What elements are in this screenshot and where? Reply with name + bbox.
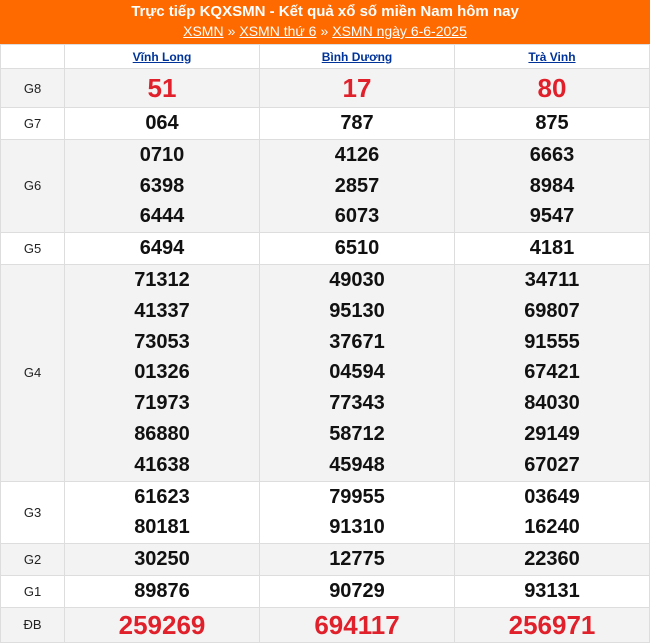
prize-cell — [455, 233, 650, 265]
prize-cell — [455, 607, 650, 642]
prize-cell — [65, 108, 260, 140]
prize-cell — [260, 481, 455, 544]
prize-cell — [455, 544, 650, 576]
prize-number: 41337 — [134, 299, 190, 322]
prize-number: 34711 — [524, 268, 580, 291]
prize-number: 6444 — [139, 205, 185, 228]
prize-number: 71312 — [134, 268, 190, 291]
prize-number: 30250 — [134, 548, 190, 571]
prize-number: 51 — [147, 73, 177, 103]
prize-number: 41638 — [134, 453, 190, 476]
prize-label: G8 — [1, 69, 65, 108]
prize-number: 93131 — [524, 579, 580, 602]
prize-row-đb — [1, 607, 650, 642]
prize-number: 61623 — [134, 485, 190, 508]
breadcrumb — [0, 22, 650, 40]
results-table — [0, 44, 650, 643]
prize-cell — [455, 575, 650, 607]
prize-number: 67421 — [524, 361, 580, 384]
prize-number: 4181 — [529, 237, 575, 260]
prize-cell — [455, 69, 650, 108]
prize-number: 03649 — [524, 485, 580, 508]
province-link-binh-duong[interactable]: Bình Dương — [321, 49, 393, 64]
province-header — [260, 45, 455, 69]
prize-number: 22360 — [524, 548, 580, 571]
prize-label: G4 — [1, 264, 65, 481]
prize-number: 6398 — [139, 174, 185, 197]
prize-cell — [65, 233, 260, 265]
prize-number: 37671 — [329, 330, 385, 353]
prize-number: 80 — [537, 73, 567, 103]
prize-number: 4126 — [334, 143, 380, 166]
prize-number: 29149 — [524, 422, 580, 445]
prize-number: 9547 — [529, 205, 575, 228]
prize-row-g1 — [1, 575, 650, 607]
prize-cell — [260, 108, 455, 140]
prize-number: 90729 — [329, 579, 385, 602]
prize-label: G2 — [1, 544, 65, 576]
province-link-tra-vinh[interactable]: Trà Vinh — [528, 49, 576, 64]
prize-number: 58712 — [329, 422, 385, 445]
prize-cell — [65, 544, 260, 576]
prize-label: ĐB — [1, 607, 65, 642]
prize-row-g6 — [1, 139, 650, 232]
province-header — [455, 45, 650, 69]
prize-number: 79955 — [329, 485, 385, 508]
prize-number: 6510 — [334, 237, 380, 260]
prize-number: 77343 — [329, 392, 385, 415]
prize-cell — [455, 108, 650, 140]
prize-number: 01326 — [134, 361, 190, 384]
prize-number: 71973 — [134, 392, 190, 415]
prize-number: 45948 — [329, 453, 385, 476]
prize-number: 2857 — [334, 174, 380, 197]
prize-number: 49030 — [329, 268, 385, 291]
corner-cell — [1, 45, 65, 69]
prize-label: G7 — [1, 108, 65, 140]
prize-cell — [260, 233, 455, 265]
prize-label: G3 — [1, 481, 65, 544]
prize-row-g4 — [1, 264, 650, 481]
prize-cell — [260, 607, 455, 642]
prize-number: 84030 — [524, 392, 580, 415]
prize-number: 12775 — [329, 548, 385, 571]
prize-number: 80181 — [134, 516, 190, 539]
page-header — [0, 0, 650, 44]
prize-label: G1 — [1, 575, 65, 607]
prize-number: 694117 — [314, 609, 400, 640]
prize-row-g2 — [1, 544, 650, 576]
prize-number: 67027 — [524, 453, 580, 476]
breadcrumb-separator: » — [227, 23, 236, 39]
prize-number: 6073 — [334, 205, 380, 228]
prize-cell — [260, 575, 455, 607]
prize-number: 91310 — [329, 516, 385, 539]
prize-cell — [455, 264, 650, 481]
prize-cell — [455, 481, 650, 544]
prize-number: 69807 — [524, 299, 580, 322]
breadcrumb-separator: » — [320, 23, 329, 39]
prize-number: 91555 — [524, 330, 580, 353]
prize-cell — [260, 69, 455, 108]
prize-number: 8984 — [529, 174, 575, 197]
page-title: Trực tiếp KQXSMN - Kết quả xổ số miền Nam hôm nay — [131, 3, 519, 20]
prize-cell — [260, 544, 455, 576]
prize-number: 0710 — [139, 143, 185, 166]
prize-number: 875 — [535, 112, 569, 134]
prize-row-g5 — [1, 233, 650, 265]
prize-number: 6494 — [139, 237, 185, 260]
breadcrumb-xsmn-friday[interactable]: XSMN thứ 6 — [239, 23, 317, 39]
province-header — [65, 45, 260, 69]
results-body — [1, 69, 650, 643]
prize-number: 6663 — [529, 143, 575, 166]
prize-number: 256971 — [508, 609, 596, 640]
prize-number: 17 — [342, 73, 372, 103]
prize-row-g8 — [1, 69, 650, 108]
prize-number: 95130 — [329, 299, 385, 322]
prize-cell — [65, 575, 260, 607]
prize-cell — [260, 139, 455, 232]
prize-cell — [65, 139, 260, 232]
breadcrumb-xsmn-date[interactable]: XSMN ngày 6-6-2025 — [332, 23, 467, 39]
prize-number: 89876 — [134, 579, 190, 602]
prize-number: 787 — [340, 112, 374, 134]
prize-cell — [455, 139, 650, 232]
prize-number: 04594 — [329, 361, 385, 384]
prize-number: 064 — [145, 112, 179, 134]
prize-label: G6 — [1, 139, 65, 232]
breadcrumb-xsmn[interactable]: XSMN — [183, 23, 224, 39]
prize-number: 73053 — [134, 330, 190, 353]
province-header-row — [1, 45, 650, 69]
prize-cell — [65, 607, 260, 642]
prize-cell — [260, 264, 455, 481]
prize-cell — [65, 264, 260, 481]
prize-row-g3 — [1, 481, 650, 544]
prize-cell — [65, 481, 260, 544]
prize-number: 86880 — [134, 422, 190, 445]
prize-cell — [65, 69, 260, 108]
prize-label: G5 — [1, 233, 65, 265]
province-link-vinh-long[interactable]: Vĩnh Long — [132, 49, 192, 64]
prize-number: 259269 — [118, 609, 206, 640]
prize-number: 16240 — [524, 516, 580, 539]
prize-row-g7 — [1, 108, 650, 140]
